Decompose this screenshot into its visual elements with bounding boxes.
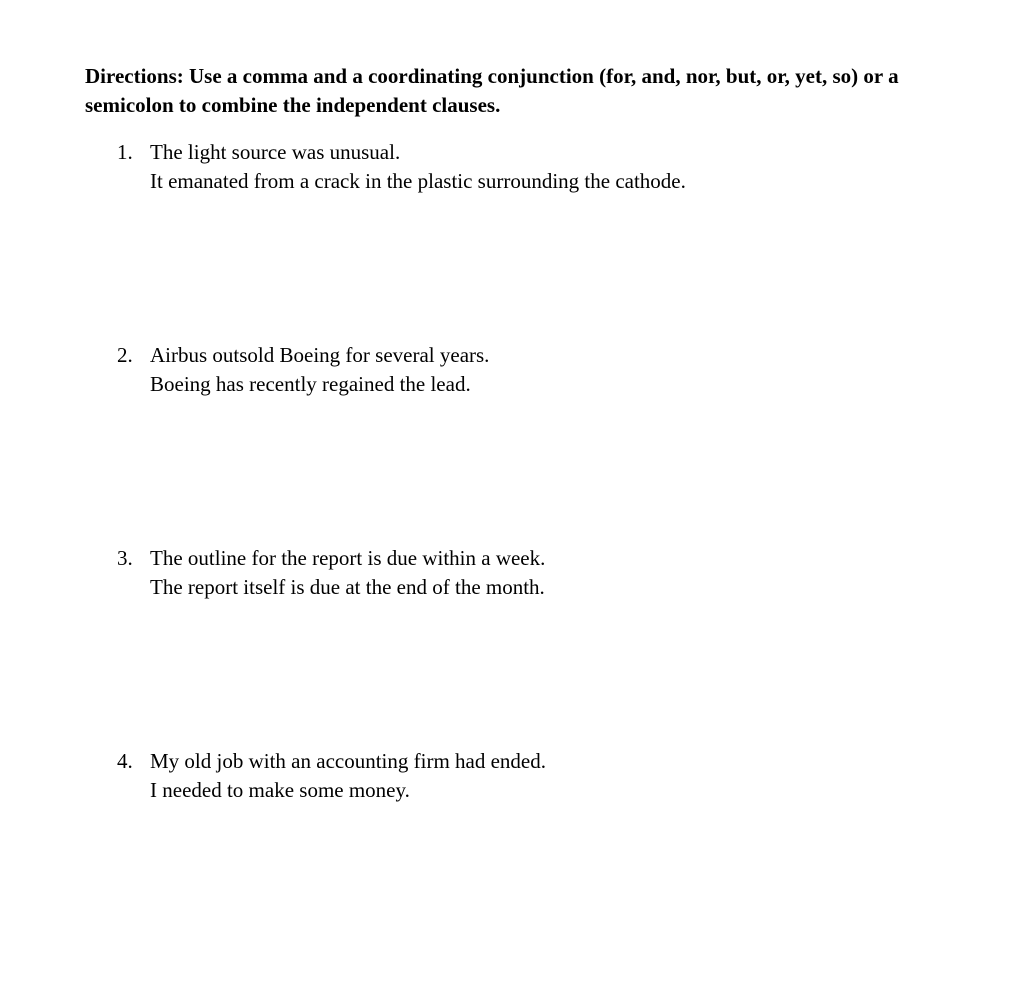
clause-second: The report itself is due at the end of the month. xyxy=(150,575,545,599)
clause-first: The outline for the report is due within a week. xyxy=(150,546,546,570)
clause-first: My old job with an accounting firm had ended. xyxy=(150,749,546,773)
item-number: 3. xyxy=(117,546,133,570)
clause-second: I needed to make some money. xyxy=(150,778,410,802)
item-clauses xyxy=(150,138,910,196)
item-number: 4. xyxy=(117,749,133,773)
clause-first: Airbus outsold Boeing for several years. xyxy=(150,343,490,367)
item-number: 1. xyxy=(117,140,133,164)
clause-second: It emanated from a crack in the plastic surrounding the cathode. xyxy=(150,169,686,193)
item-clauses xyxy=(150,544,910,602)
item-clauses xyxy=(150,341,910,399)
item-clauses xyxy=(150,747,910,805)
directions-text: Directions: Use a comma and a coordinating conjunction (for, and, nor, but, or, yet, so) or a semicolon to combine the independent clauses. xyxy=(85,64,899,117)
clause-first: The light source was unusual. xyxy=(150,140,401,164)
clause-second: Boeing has recently regained the lead. xyxy=(150,372,471,396)
item-number: 2. xyxy=(117,343,133,367)
